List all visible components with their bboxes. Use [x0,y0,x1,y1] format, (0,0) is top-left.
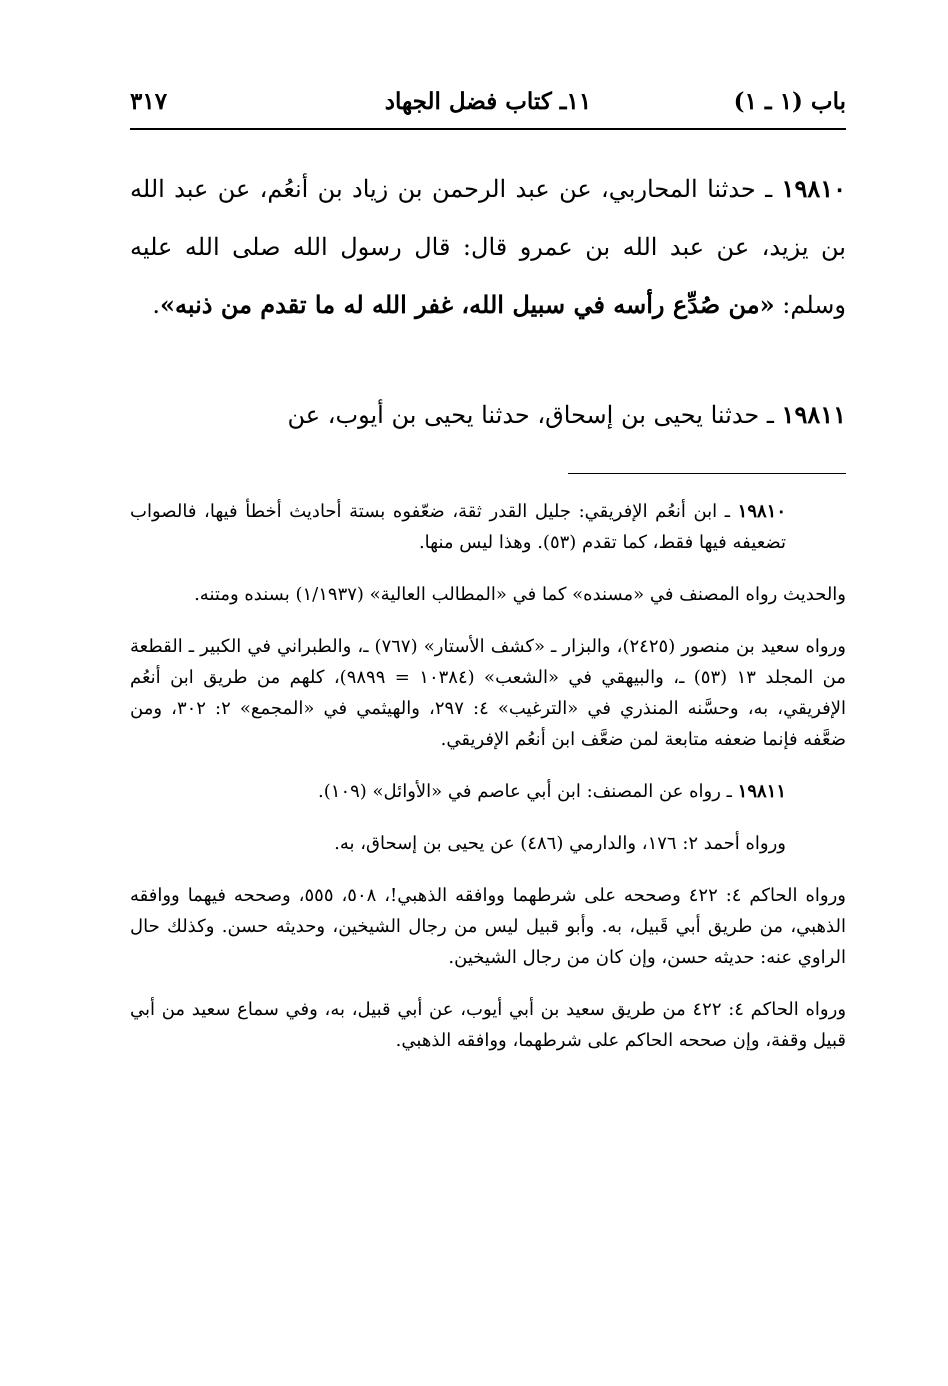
footnote-number: ١٩٨١٠ [737,501,786,522]
hadith-end: . [152,291,160,319]
footnote-paragraph [130,496,846,558]
book-title: ١١ـ كتاب فضل الجهاد [384,88,592,115]
hadith-isnad: ـ حدثنا المحاربي، عن عبد الرحمن بن زياد بن أنعُم، عن عبد الله بن يزيد، عن عبد الله بن عمرو قال: قال رسول الله صلى الله عليه وسلم: [130,175,846,319]
chapter-label: باب (١ ـ ١) [733,88,846,115]
footnote-text: ـ رواه عن المصنف: ابن أبي عاصم في «الأوائل» (١٠٩). [318,781,738,802]
running-header [130,82,846,128]
footnote-paragraph: والحديث رواه المصنف في «مسنده» كما في «المطالب العالية» (١/١٩٣٧) بسنده ومتنه. [194,584,846,605]
footnote-number: ١٩٨١١ [737,781,786,802]
footnotes [130,496,846,1077]
hadith-19811 [130,386,846,444]
hadith-19810 [130,160,846,334]
footnote-paragraph: ورواه سعيد بن منصور (٢٤٢٥)، والبزار ـ «كشف الأستار» (٧٦٧) ـ، والطبراني في الكبير ـ القطعة من المجلد ١٣ (٥٣) ـ، والبيهقي في «الشعب» (١٠٣٨٤ = ٩٨٩٩)، كلهم من طريق ابن أنعُم الإفريقي، به، وحسَّنه المنذري في «الترغيب» ٤: ٢٩٧، والهيثمي في «المجمع» ٢: ٣٠٢، ومن ضعَّفه فإنما ضعفه متابعة لمن ضعَّف ابن أنعُم الإفريقي. [130,636,847,750]
footnote-paragraph: ورواه الحاكم ٤: ٤٢٢ وصححه على شرطهما ووافقه الذهبي!، ٥٠٨، ٥٥٥، وصححه فيهما ووافقه الذهبي، من طريق أبي قَبيل، به. وأبو قبيل ليس من رجال الشيخين، وحديثه حسن. وكذلك حال الراوي عنه: حديثه حسن، وإن كان من رجال الشيخين. [130,885,846,968]
header-divider [130,128,846,130]
footnote-paragraph: ورواه أحمد ٢: ١٧٦، والدارمي (٤٨٦) عن يحيى بن إسحاق، به. [334,833,786,854]
hadith-number: ١٩٨١٠ [781,174,846,203]
hadith-number: ١٩٨١١ [781,400,846,429]
page-number: ٣١٧ [130,88,168,115]
footnote-paragraph [130,776,846,807]
hadith-isnad: ـ حدثنا يحيى بن إسحاق، حدثنا يحيى بن أيوب، عن [287,401,782,429]
footnote-divider [568,473,846,474]
hadith-matn: «من صُدِّع رأسه في سبيل الله، غفر الله له ما تقدم من ذنبه» [159,290,775,319]
footnote-paragraph: ورواه الحاكم ٤: ٤٢٢ من طريق سعيد بن أبي أيوب، عن أبي قبيل، به، وفي سماع سعيد من أبي قبيل وقفة، وإن صححه الحاكم على شرطهما، ووافقه الذهبي. [130,999,847,1051]
footnote-text: ـ ابن أنعُم الإفريقي: جليل القدر ثقة، ضعّفوه بستة أحاديث أخطأ فيها، فالصواب تضعيفه فيها فقط، كما تقدم (٥٣). وهذا ليس منها. [130,501,786,553]
